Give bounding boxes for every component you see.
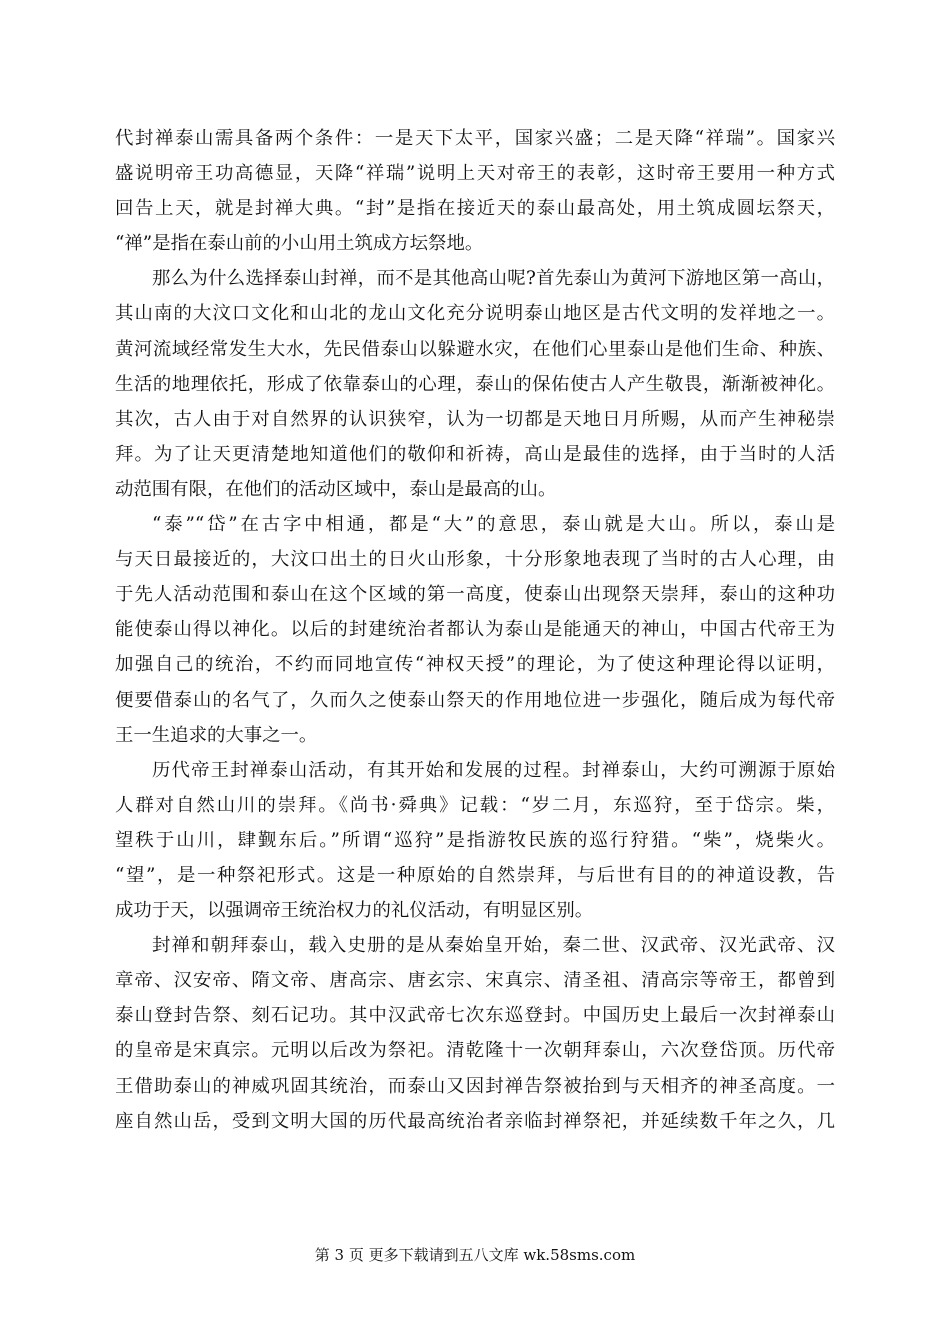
text-line: 望秩于山川，肆觐东后。”所谓“巡狩”是指游牧民族的巡行狩猎。“柴”，烧柴火。 — [115, 829, 835, 851]
text-line: 黄河流域经常发生大水，先民借泰山以躲避水灾，在他们心里泰山是他们生命、种族、 — [115, 338, 835, 360]
paragraph-first-line: 历代帝王封禅泰山活动，有其开始和发展的过程。封禅泰山，大约可溯源于原始 — [152, 759, 835, 781]
text-line: 成功于天，以强调帝王统治权力的礼仪活动，有明显区别。 — [115, 900, 594, 922]
page-footer: 第 3 页 更多下载请到五八文库 wk.58sms.com — [314, 1246, 636, 1264]
text-line: 与天日最接近的，大汶口出土的日火山形象，十分形象地表现了当时的古人心理，由 — [115, 549, 835, 571]
text-line: 王一生追求的大事之一。 — [115, 724, 318, 746]
paragraph-first-line: 那么为什么选择泰山封禅，而不是其他高山呢?首先泰山为黄河下游地区第一高山， — [152, 268, 835, 290]
text-line: 章帝、汉安帝、隋文帝、唐高宗、唐玄宗、宋真宗、清圣祖、清高宗等帝王，都曾到 — [115, 970, 835, 992]
paragraph-first-line: “泰”“岱”在古字中相通，都是“大”的意思，泰山就是大山。所以，泰山是 — [152, 514, 835, 536]
text-line: 拜。为了让天更清楚地知道他们的敬仰和祈祷，高山是最佳的选择，由于当时的人活 — [115, 443, 835, 465]
text-line: 代封禅泰山需具备两个条件：一是天下太平，国家兴盛；二是天降“祥瑞”。国家兴 — [115, 128, 835, 149]
text-line: 盛说明帝王功高德显，天降“祥瑞”说明上天对帝王的表彰，这时帝王要用一种方式 — [115, 163, 835, 185]
text-line: 座自然山岳，受到文明大国的历代最高统治者亲临封禅祭祀，并延续数千年之久，几 — [115, 1110, 835, 1132]
paragraph-first-line: 封禅和朝拜泰山，载入史册的是从秦始皇开始，秦二世、汉武帝、汉光武帝、汉 — [152, 935, 835, 957]
text-line: “望”，是一种祭祀形式。这是一种原始的自然崇拜，与后世有目的的神道设教，告 — [115, 864, 835, 886]
text-line: 回告上天，就是封禅大典。“封”是指在接近天的泰山最高处，用土筑成圆坛祭天， — [115, 198, 835, 220]
text-line: 于先人活动范围和泰山在这个区域的第一高度，使泰山出现祭天崇拜，泰山的这种功 — [115, 584, 835, 606]
text-line: 便要借泰山的名气了，久而久之使泰山祭天的作用地位进一步强化，随后成为每代帝 — [115, 689, 835, 711]
text-line: 其山南的大汶口文化和山北的龙山文化充分说明泰山地区是古代文明的发祥地之一。 — [115, 303, 835, 325]
text-line: 泰山登封告祭、刻石记功。其中汉武帝七次东巡登封。中国历史上最后一次封禅泰山 — [115, 1005, 835, 1027]
text-line: 加强自己的统治，不约而同地宣传“神权天授”的理论，为了使这种理论得以证明， — [115, 654, 835, 676]
text-line: 生活的地理依托，形成了依靠泰山的心理，泰山的保佑使古人产生敬畏，渐渐被神化。 — [115, 373, 835, 395]
text-line: 其次，古人由于对自然界的认识狭窄，认为一切都是天地日月所赐，从而产生神秘崇 — [115, 408, 835, 430]
body-text — [115, 121, 835, 1139]
text-line: 动范围有限，在他们的活动区域中，泰山是最高的山。 — [115, 478, 557, 500]
text-line: 能使泰山得以神化。以后的封建统治者都认为泰山是能通天的神山，中国古代帝王为 — [115, 619, 835, 641]
text-line: 的皇帝是宋真宗。元明以后改为祭祀。清乾隆十一次朝拜泰山，六次登岱顶。历代帝 — [115, 1040, 835, 1062]
text-line: 人群对自然山川的崇拜。《尚书·舜典》记载：“岁二月，东巡狩，至于岱宗。柴， — [115, 794, 835, 816]
text-line: 王借助泰山的神威巩固其统治，而泰山又因封禅告祭被抬到与天相齐的神圣高度。一 — [115, 1075, 835, 1097]
text-line: “禅”是指在泰山前的小山用土筑成方坛祭地。 — [115, 233, 484, 255]
